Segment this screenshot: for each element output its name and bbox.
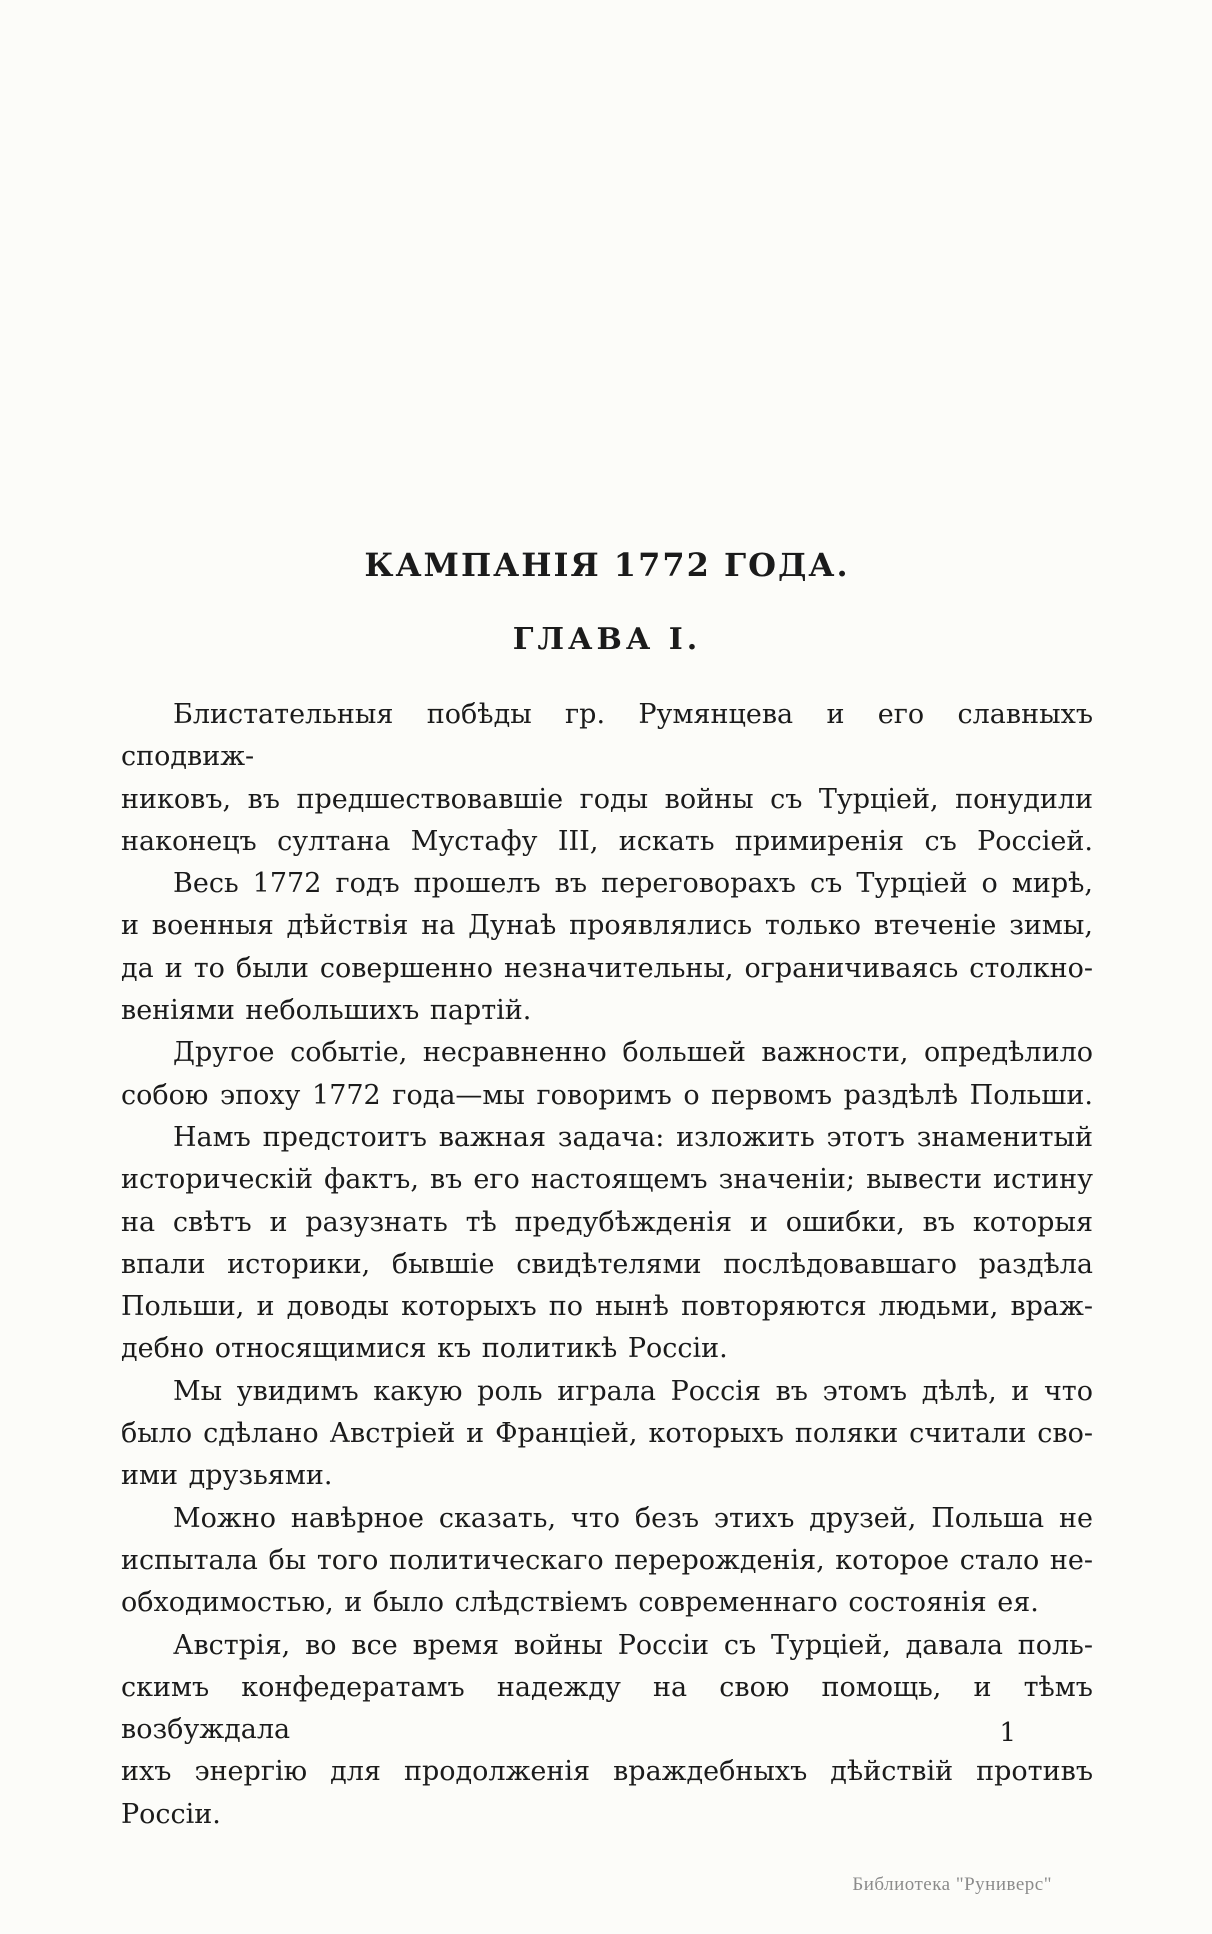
text-line: да и то были совершенно незначительны, ограничиваясь столкно- — [121, 952, 1093, 984]
text-line: Можно навѣрное сказать, что безъ этихъ друзей, Польша не — [173, 1502, 1093, 1534]
runivers-watermark: Библиотека "Руниверс" — [852, 1874, 1052, 1895]
text-line: впали историки, бывшіе свидѣтелями послѣдовавшаго раздѣла — [121, 1248, 1093, 1280]
text-line: Австрія, во все время войны Россіи съ Турціей, давала поль- — [173, 1629, 1093, 1661]
chapter-heading: ГЛАВА I. — [512, 622, 702, 657]
text-line: собою эпоху 1772 года—мы говоримъ о первомъ раздѣлѣ Польши. — [121, 1079, 1093, 1111]
text-line: Мы увидимъ какую роль играла Россія въ этомъ дѣлѣ, и что — [173, 1375, 1093, 1407]
text-line: Польши, и доводы которыхъ по нынѣ повторяются людьми, враж- — [121, 1291, 1093, 1323]
text-line: ими друзьями. — [121, 1460, 333, 1492]
text-line: Весь 1772 годъ прошелъ въ переговорахъ съ Турціей о мирѣ, — [173, 868, 1093, 900]
text-line: Блистательныя побѣды гр. Румянцева и его славныхъ сподвиж- — [121, 699, 1093, 773]
text-line: испытала бы того политическаго перерожденія, которое стало не- — [121, 1544, 1093, 1576]
text-line: Намъ предстоитъ важная задача: изложить этотъ знаменитый — [173, 1121, 1093, 1153]
text-line: наконецъ султана Мустафу III, искать примиренія съ Россіей. — [121, 825, 1093, 857]
text-line: веніями небольшихъ партій. — [121, 995, 532, 1027]
text-line: историческій фактъ, въ его настоящемъ значеніи; вывести истину — [121, 1164, 1093, 1196]
text-line: обходимостью, и было слѣдствіемъ современнаго состоянія ея. — [121, 1587, 1039, 1619]
body-text — [121, 694, 1093, 1836]
text-line: дебно относящимися къ политикѣ Россіи. — [121, 1333, 728, 1365]
text-line: ихъ энергію для продолженія враждебныхъ дѣйствій противъ Россіи. — [121, 1756, 1093, 1830]
page-number: 1 — [999, 1718, 1016, 1748]
text-line: никовъ, въ предшествовавшіе годы войны съ Турціей, понудили — [121, 783, 1093, 815]
text-line: Другое событіе, несравненно большей важности, опредѣлило — [173, 1037, 1093, 1069]
text-line: и военныя дѣйствія на Дунаѣ проявлялись только втеченіе зимы, — [121, 910, 1093, 942]
text-line: на свѣтъ и разузнать тѣ предубѣжденія и ошибки, въ которыя — [121, 1206, 1093, 1238]
book-title-heading: КАМПАНІЯ 1772 ГОДА. — [364, 546, 850, 584]
text-line: было сдѣлано Австріей и Франціей, которыхъ поляки считали сво- — [121, 1418, 1093, 1450]
text-line: скимъ конфедератамъ надежду на свою помощь, и тѣмъ возбуждала — [121, 1671, 1093, 1746]
